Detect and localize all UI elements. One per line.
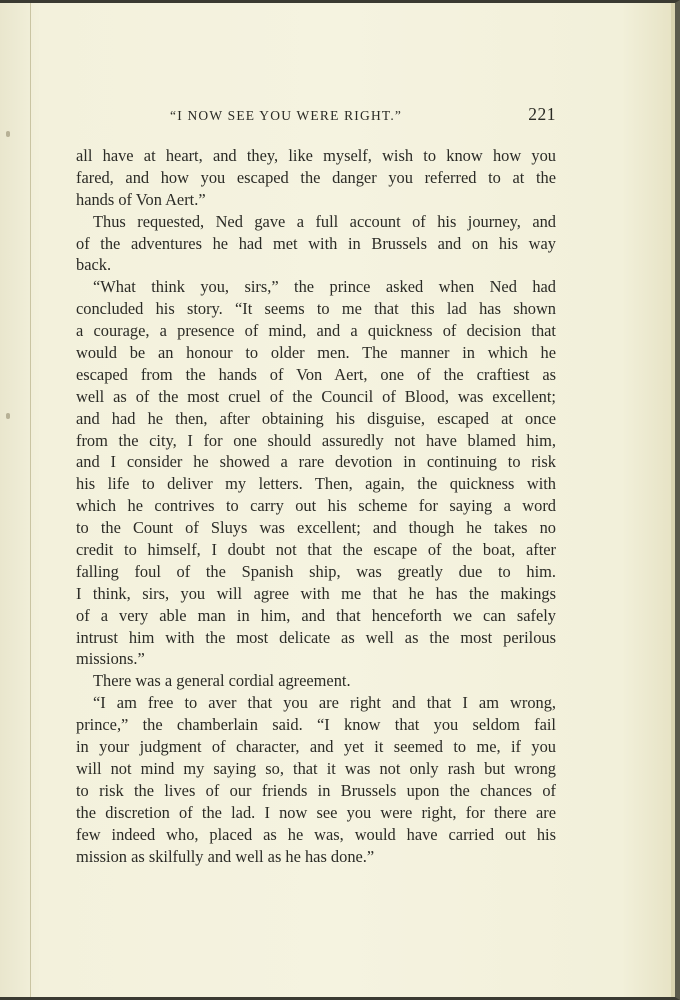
text-line: in your judgment of character, and yet it seemed to me, if you [76, 737, 556, 757]
text-line: mission as skilfully and well as he has done.” [76, 846, 375, 866]
text-line: and had he then, after obtaining his disguise, escaped at once [76, 408, 556, 428]
text-line: of the adventures he had met with in Brussels and on his way [76, 233, 556, 253]
text-line: few indeed who, placed as he was, would have carried out his [76, 824, 556, 844]
gutter-mark [6, 413, 10, 419]
gutter-line [30, 3, 31, 997]
text-line: credit to himself, I doubt not that the escape of the boat, after [76, 540, 556, 560]
text-line: intrust him with the most delicate as well as the most perilous [76, 627, 556, 647]
text-line: would be an honour to older men. The manner in which he [76, 343, 556, 363]
text-line: There was a general cordial agreement. [93, 671, 351, 691]
text-line: to the Count of Sluys was excellent; and though he takes no [76, 518, 556, 538]
text-line: fared, and how you escaped the danger you referred to at the [76, 167, 556, 187]
text-line: and I consider he showed a rare devotion in continuing to risk [76, 452, 556, 472]
text-line: well as of the most cruel of the Council of Blood, was excellent; [76, 386, 556, 406]
text-line: all have at heart, and they, like myself, wish to know how you [76, 146, 556, 165]
text-line: hands of Von Aert.” [76, 189, 206, 209]
text-line: “I am free to aver that you are right and that I am wrong, [93, 693, 556, 713]
text-line: Thus requested, Ned gave a full account of his journey, and [93, 211, 556, 231]
page-number: 221 [528, 104, 556, 124]
text-line: missions.” [76, 649, 145, 669]
running-head: “I NOW SEE YOU WERE RIGHT.” [170, 108, 403, 123]
text-line: concluded his story. “It seems to me that this lad has shown [76, 299, 556, 319]
page-edge [671, 3, 675, 997]
text-line: the discretion of the lad. I now see you were right, for there are [76, 802, 556, 822]
body-text [76, 145, 556, 867]
text-line: “What think you, sirs,” the prince asked when Ned had [93, 277, 556, 297]
text-line: will not mind my saying so, that it was not only rash but wrong [76, 758, 556, 778]
gutter-mark [6, 131, 10, 137]
text-line: his life to deliver my letters. Then, again, the quickness with [76, 474, 556, 494]
page-header [76, 106, 556, 130]
text-line: I think, sirs, you will agree with me that he has the makings [76, 583, 556, 603]
text-line: escaped from the hands of Von Aert, one of the craftiest as [76, 364, 556, 384]
text-line: a courage, a presence of mind, and a quickness of decision that [76, 321, 556, 341]
text-line: from the city, I for one should assuredly not have blamed him, [76, 430, 556, 450]
text-line: back. [76, 255, 112, 275]
text-line: to risk the lives of our friends in Brussels upon the chances of [76, 780, 556, 800]
text-line: which he contrives to carry out his scheme for saying a word [76, 496, 556, 516]
text-line: falling foul of the Spanish ship, was greatly due to him. [76, 561, 556, 581]
text-line: prince,” the chamberlain said. “I know that you seldom fail [76, 715, 556, 735]
text-line: of a very able man in him, and that henceforth we can safely [76, 605, 556, 625]
